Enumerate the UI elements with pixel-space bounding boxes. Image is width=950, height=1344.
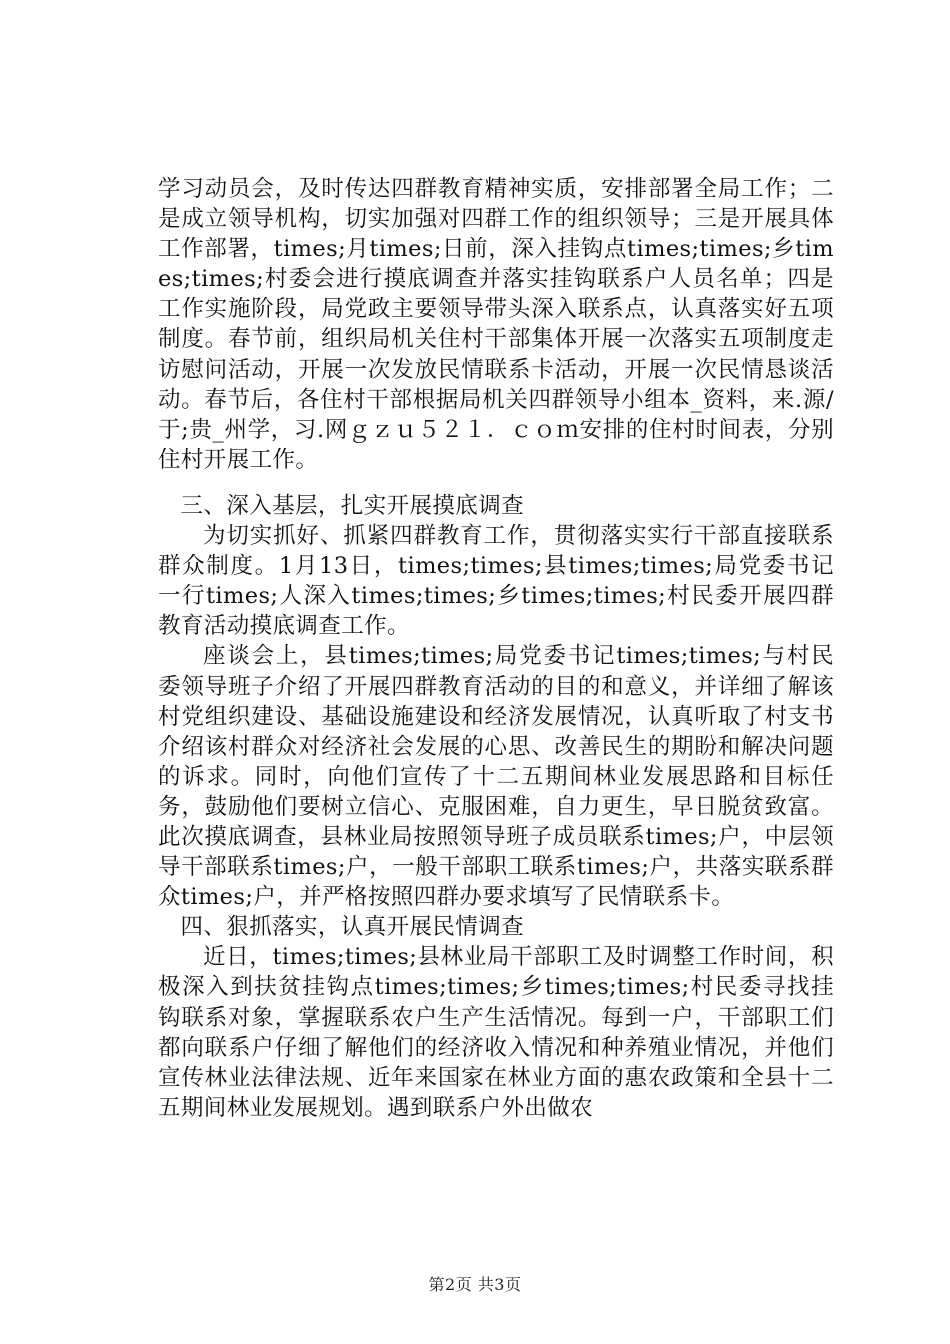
paragraph-section-4-intro: 近日，times;times;县林业局干部职工及时调整工作时间，积极深入到扶贫挂钩点times;times;乡times;times;村民委寻找挂钩联系对象，掌握联系农户生产生活情况。每到一户，干部职工们都向联系户仔细了解他们的经济收入情况和种养殖业情况，并他们宣传林业法律法规、近年来国家在林业方面的惠农政策和全县十二五期间林业发展规划。遇到联系户外出做农 [158,944,834,1121]
page-footer: 第2页 共3页 [428,1275,522,1294]
paragraph-section-3-intro: 为切实抓好、抓紧四群教育工作，贯彻落实实行干部直接联系群众制度。1月13日，times;times;县times;times;局党委书记一行times;人深入times;times;乡times;times;村民委开展四群教育活动摸底调查工作。 [158,523,834,640]
paragraph-continuation: 学习动员会，及时传达四群教育精神实质，安排部署全局工作；二是成立领导机构，切实加强对四群工作的组织领导；三是开展具体工作部署，times;月times;日前，深入挂钩点times;times;乡times;times;村委会进行摸底调查并落实挂钩联系户人员名单；四是工作实施阶段，局党政主要领导带头深入联系点，认真落实好五项制度。春节前，组织局机关住村干部集体开展一次落实五项制度走访慰问活动，开展一次发放民情联系卡活动，开展一次民情恳谈活动。春节后，各住村干部根据局机关四群领导小组本_资料，来.源/于;贵_州学，习.网ｇｚｕ５２１．ｃｏｍ安排的住村时间表，分别住村开展工作。 [158,176,834,473]
document-body [158,174,834,1123]
section-heading-4: 四、狠抓落实，认真开展民情调查 [180,914,525,941]
section-heading-3: 三、深入基层，扎实开展摸底调查 [180,492,525,519]
paragraph-section-3-meeting: 座谈会上，县times;times;局党委书记times;times;与村民委领导班子介绍了开展四群教育活动的目的和意义，并详细了解该村党组织建设、基础设施建设和经济发展情况，认真听取了村支书介绍该村群众对经济社会发展的心思、改善民生的期盼和解决问题的诉求。同时，向他们宣传了十二五期间林业发展思路和目标任务，鼓励他们要树立信心、克服困难，自力更生，早日脱贫致富。此次摸底调查，县林业局按照领导班子成员联系times;户，中层领导干部联系times;户，一般干部职工联系times;户，共落实联系群众times;户，并严格按照四群办要求填写了民情联系卡。 [158,643,834,911]
